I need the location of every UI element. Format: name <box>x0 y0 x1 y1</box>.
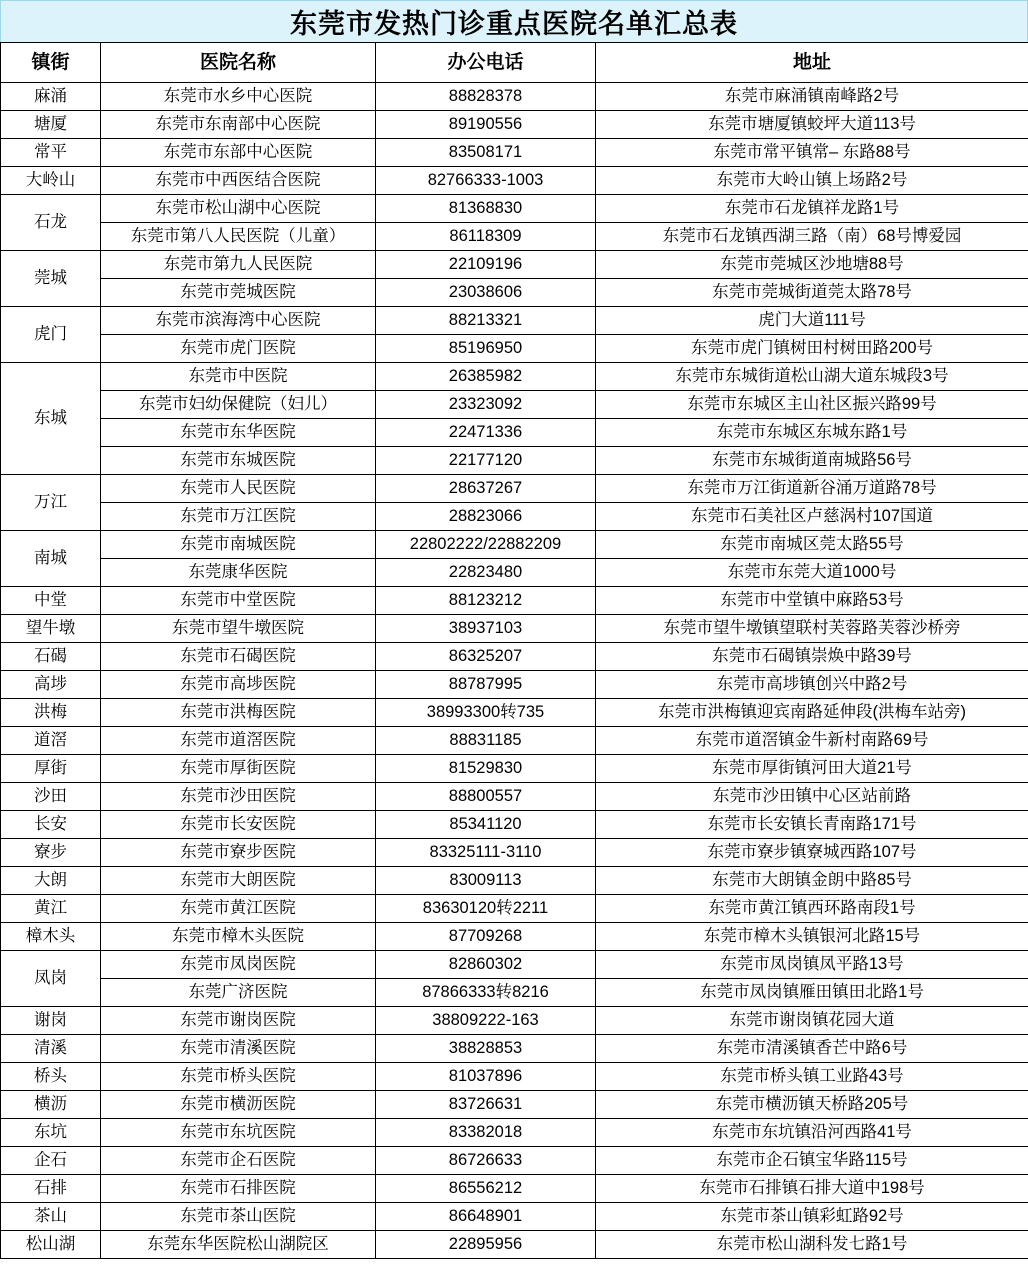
cell-town: 凤岗 <box>1 951 101 1007</box>
cell-address: 东莞市莞城街道莞太路78号 <box>596 279 1028 307</box>
column-header-town: 镇街 <box>1 43 101 83</box>
table-row <box>1 1203 1028 1231</box>
table-row <box>1 503 1028 531</box>
cell-hospital-name: 东莞市东城医院 <box>101 447 376 475</box>
table-row <box>1 111 1028 139</box>
cell-hospital-name: 东莞市万江医院 <box>101 503 376 531</box>
cell-phone: 88787995 <box>376 671 596 699</box>
cell-phone: 23323092 <box>376 391 596 419</box>
cell-town: 寮步 <box>1 839 101 867</box>
table-row <box>1 475 1028 503</box>
cell-phone: 22109196 <box>376 251 596 279</box>
cell-address: 东莞市东莞大道1000号 <box>596 559 1028 587</box>
cell-address: 东莞市企石镇宝华路115号 <box>596 1147 1028 1175</box>
table-row <box>1 335 1028 363</box>
cell-hospital-name: 东莞市长安医院 <box>101 811 376 839</box>
cell-hospital-name: 东莞市东华医院 <box>101 419 376 447</box>
cell-phone: 83508171 <box>376 139 596 167</box>
table-row <box>1 951 1028 979</box>
cell-town: 沙田 <box>1 783 101 811</box>
cell-hospital-name: 东莞市樟木头医院 <box>101 923 376 951</box>
cell-address: 东莞市长安镇长青南路171号 <box>596 811 1028 839</box>
table-row <box>1 587 1028 615</box>
table-row <box>1 83 1028 111</box>
cell-town: 洪梅 <box>1 699 101 727</box>
table-row <box>1 167 1028 195</box>
cell-hospital-name: 东莞市黄江医院 <box>101 895 376 923</box>
table-row <box>1 755 1028 783</box>
cell-town: 东城 <box>1 363 101 475</box>
cell-address: 东莞市东城区东城东路1号 <box>596 419 1028 447</box>
table-row <box>1 839 1028 867</box>
table-row <box>1 419 1028 447</box>
cell-town: 大岭山 <box>1 167 101 195</box>
table-row <box>1 1035 1028 1063</box>
cell-phone: 28823066 <box>376 503 596 531</box>
table-row <box>1 923 1028 951</box>
cell-address: 东莞市高埗镇创兴中路2号 <box>596 671 1028 699</box>
cell-town: 东坑 <box>1 1119 101 1147</box>
cell-town: 樟木头 <box>1 923 101 951</box>
cell-address: 东莞市谢岗镇花园大道 <box>596 1007 1028 1035</box>
cell-address: 东莞市洪梅镇迎宾南路延伸段(洪梅车站旁) <box>596 699 1028 727</box>
cell-town: 桥头 <box>1 1063 101 1091</box>
cell-address: 东莞市松山湖科发七路1号 <box>596 1231 1028 1259</box>
cell-town: 长安 <box>1 811 101 839</box>
cell-address: 东莞市东城街道南城路56号 <box>596 447 1028 475</box>
cell-town: 厚街 <box>1 755 101 783</box>
table-row <box>1 1147 1028 1175</box>
cell-address: 东莞市常平镇常– 东路88号 <box>596 139 1028 167</box>
cell-hospital-name: 东莞市桥头医院 <box>101 1063 376 1091</box>
cell-phone: 86726633 <box>376 1147 596 1175</box>
cell-hospital-name: 东莞市大朗医院 <box>101 867 376 895</box>
cell-hospital-name: 东莞市石排医院 <box>101 1175 376 1203</box>
table-row <box>1 223 1028 251</box>
cell-phone: 22802222/22882209 <box>376 531 596 559</box>
cell-phone: 38937103 <box>376 615 596 643</box>
cell-town: 石龙 <box>1 195 101 251</box>
cell-phone: 26385982 <box>376 363 596 391</box>
table-header-row <box>1 43 1028 83</box>
table-row <box>1 1119 1028 1147</box>
cell-hospital-name: 东莞市妇幼保健院（妇儿） <box>101 391 376 419</box>
cell-hospital-name: 东莞市沙田医院 <box>101 783 376 811</box>
column-header-phone: 办公电话 <box>376 43 596 83</box>
cell-phone: 82860302 <box>376 951 596 979</box>
cell-phone: 28637267 <box>376 475 596 503</box>
cell-phone: 81368830 <box>376 195 596 223</box>
cell-phone: 88123212 <box>376 587 596 615</box>
cell-phone: 22823480 <box>376 559 596 587</box>
table-row <box>1 979 1028 1007</box>
cell-address: 东莞市塘厦镇蛟坪大道113号 <box>596 111 1028 139</box>
cell-address: 东莞市万江街道新谷涌万道路78号 <box>596 475 1028 503</box>
cell-address: 东莞市清溪镇香芒中路6号 <box>596 1035 1028 1063</box>
table-row <box>1 671 1028 699</box>
cell-address: 东莞市厚街镇河田大道21号 <box>596 755 1028 783</box>
cell-hospital-name: 东莞市厚街医院 <box>101 755 376 783</box>
cell-hospital-name: 东莞市东坑医院 <box>101 1119 376 1147</box>
cell-hospital-name: 东莞市横沥医院 <box>101 1091 376 1119</box>
cell-town: 企石 <box>1 1147 101 1175</box>
table-row <box>1 867 1028 895</box>
cell-hospital-name: 东莞市高埗医院 <box>101 671 376 699</box>
cell-town: 横沥 <box>1 1091 101 1119</box>
cell-address: 东莞市石碣镇崇焕中路39号 <box>596 643 1028 671</box>
table-row <box>1 363 1028 391</box>
cell-address: 东莞市凤岗镇雁田镇田北路1号 <box>596 979 1028 1007</box>
table-row <box>1 783 1028 811</box>
cell-phone: 22177120 <box>376 447 596 475</box>
cell-address: 东莞市大岭山镇上场路2号 <box>596 167 1028 195</box>
table-row <box>1 307 1028 335</box>
cell-phone: 83009113 <box>376 867 596 895</box>
cell-address: 东莞市凤岗镇凤平路13号 <box>596 951 1028 979</box>
cell-phone: 89190556 <box>376 111 596 139</box>
cell-phone: 85196950 <box>376 335 596 363</box>
cell-town: 谢岗 <box>1 1007 101 1035</box>
cell-town: 清溪 <box>1 1035 101 1063</box>
cell-address: 东莞市桥头镇工业路43号 <box>596 1063 1028 1091</box>
cell-phone: 38828853 <box>376 1035 596 1063</box>
table-row <box>1 531 1028 559</box>
cell-hospital-name: 东莞市南城医院 <box>101 531 376 559</box>
cell-hospital-name: 东莞市滨海湾中心医院 <box>101 307 376 335</box>
cell-address: 东莞市东坑镇沿河西路41号 <box>596 1119 1028 1147</box>
table-row <box>1 895 1028 923</box>
cell-phone: 81529830 <box>376 755 596 783</box>
cell-address: 东莞市石排镇石排大道中198号 <box>596 1175 1028 1203</box>
table-row <box>1 139 1028 167</box>
cell-town: 麻涌 <box>1 83 101 111</box>
cell-hospital-name: 东莞市东部中心医院 <box>101 139 376 167</box>
cell-hospital-name: 东莞市莞城医院 <box>101 279 376 307</box>
cell-phone: 82766333-1003 <box>376 167 596 195</box>
cell-hospital-name: 东莞市虎门医院 <box>101 335 376 363</box>
cell-phone: 87866333转8216 <box>376 979 596 1007</box>
cell-phone: 88213321 <box>376 307 596 335</box>
cell-address: 东莞市石美社区卢慈涡村107国道 <box>596 503 1028 531</box>
cell-hospital-name: 东莞市洪梅医院 <box>101 699 376 727</box>
cell-town: 松山湖 <box>1 1231 101 1259</box>
cell-hospital-name: 东莞市望牛墩医院 <box>101 615 376 643</box>
cell-address: 东莞市茶山镇彩虹路92号 <box>596 1203 1028 1231</box>
cell-town: 黄江 <box>1 895 101 923</box>
cell-hospital-name: 东莞市寮步医院 <box>101 839 376 867</box>
cell-hospital-name: 东莞市松山湖中心医院 <box>101 195 376 223</box>
cell-hospital-name: 东莞市中堂医院 <box>101 587 376 615</box>
cell-address: 东莞市望牛墩镇望联村芙蓉路芙蓉沙桥旁 <box>596 615 1028 643</box>
cell-town: 道滘 <box>1 727 101 755</box>
table-row <box>1 195 1028 223</box>
cell-phone: 86648901 <box>376 1203 596 1231</box>
cell-phone: 38809222-163 <box>376 1007 596 1035</box>
cell-phone: 88831185 <box>376 727 596 755</box>
cell-hospital-name: 东莞市凤岗医院 <box>101 951 376 979</box>
cell-phone: 86556212 <box>376 1175 596 1203</box>
cell-town: 中堂 <box>1 587 101 615</box>
cell-address: 东莞市东城区主山社区振兴路99号 <box>596 391 1028 419</box>
cell-phone: 83382018 <box>376 1119 596 1147</box>
cell-phone: 83726631 <box>376 1091 596 1119</box>
table-row <box>1 811 1028 839</box>
cell-phone: 86325207 <box>376 643 596 671</box>
table-row <box>1 615 1028 643</box>
cell-address: 东莞市黄江镇西环路南段1号 <box>596 895 1028 923</box>
cell-town: 大朗 <box>1 867 101 895</box>
table-row <box>1 1063 1028 1091</box>
cell-address: 东莞市中堂镇中麻路53号 <box>596 587 1028 615</box>
cell-phone: 86118309 <box>376 223 596 251</box>
cell-address: 东莞市石龙镇祥龙路1号 <box>596 195 1028 223</box>
cell-address: 东莞市樟木头镇银河北路15号 <box>596 923 1028 951</box>
table-row <box>1 1231 1028 1259</box>
cell-address: 东莞市横沥镇天桥路205号 <box>596 1091 1028 1119</box>
cell-town: 高埗 <box>1 671 101 699</box>
table-row <box>1 1007 1028 1035</box>
cell-hospital-name: 东莞市水乡中心医院 <box>101 83 376 111</box>
cell-hospital-name: 东莞市人民医院 <box>101 475 376 503</box>
cell-hospital-name: 东莞市茶山医院 <box>101 1203 376 1231</box>
column-header-name: 医院名称 <box>101 43 376 83</box>
cell-town: 虎门 <box>1 307 101 363</box>
cell-town: 塘厦 <box>1 111 101 139</box>
cell-phone: 85341120 <box>376 811 596 839</box>
table-row <box>1 727 1028 755</box>
cell-town: 莞城 <box>1 251 101 307</box>
table-row <box>1 251 1028 279</box>
cell-address: 东莞市大朗镇金朗中路85号 <box>596 867 1028 895</box>
cell-town: 石碣 <box>1 643 101 671</box>
cell-town: 望牛墩 <box>1 615 101 643</box>
hospital-table <box>0 42 1028 1259</box>
table-row <box>1 391 1028 419</box>
cell-phone: 23038606 <box>376 279 596 307</box>
cell-address: 东莞市麻涌镇南峰路2号 <box>596 83 1028 111</box>
cell-hospital-name: 东莞市石碣医院 <box>101 643 376 671</box>
cell-phone: 22471336 <box>376 419 596 447</box>
table-row <box>1 1091 1028 1119</box>
cell-address: 东莞市沙田镇中心区站前路 <box>596 783 1028 811</box>
cell-hospital-name: 东莞市第八人民医院（儿童） <box>101 223 376 251</box>
cell-hospital-name: 东莞东华医院松山湖院区 <box>101 1231 376 1259</box>
cell-phone: 87709268 <box>376 923 596 951</box>
cell-hospital-name: 东莞市中医院 <box>101 363 376 391</box>
table-row <box>1 447 1028 475</box>
cell-town: 石排 <box>1 1175 101 1203</box>
cell-phone: 83630120转2211 <box>376 895 596 923</box>
cell-hospital-name: 东莞市第九人民医院 <box>101 251 376 279</box>
table-row <box>1 643 1028 671</box>
cell-phone: 38993300转735 <box>376 699 596 727</box>
table-header <box>1 43 1028 83</box>
cell-phone: 22895956 <box>376 1231 596 1259</box>
cell-hospital-name: 东莞市中西医结合医院 <box>101 167 376 195</box>
table-row <box>1 699 1028 727</box>
cell-address: 东莞市寮步镇寮城西路107号 <box>596 839 1028 867</box>
cell-phone: 88828378 <box>376 83 596 111</box>
cell-hospital-name: 东莞市清溪医院 <box>101 1035 376 1063</box>
cell-address: 东莞市东城街道松山湖大道东城段3号 <box>596 363 1028 391</box>
cell-town: 南城 <box>1 531 101 587</box>
cell-phone: 88800557 <box>376 783 596 811</box>
page-title: 东莞市发热门诊重点医院名单汇总表 <box>290 9 738 39</box>
cell-address: 东莞市南城区莞太路55号 <box>596 531 1028 559</box>
table-body <box>1 83 1028 1259</box>
cell-town: 茶山 <box>1 1203 101 1231</box>
cell-phone: 81037896 <box>376 1063 596 1091</box>
cell-address: 东莞市道滘镇金牛新村南路69号 <box>596 727 1028 755</box>
table-row <box>1 559 1028 587</box>
cell-hospital-name: 东莞市谢岗医院 <box>101 1007 376 1035</box>
table-row <box>1 279 1028 307</box>
table-row <box>1 1175 1028 1203</box>
cell-hospital-name: 东莞市道滘医院 <box>101 727 376 755</box>
column-header-address: 地址 <box>596 43 1028 83</box>
document-title-bar <box>0 0 1028 42</box>
cell-address: 虎门大道111号 <box>596 307 1028 335</box>
cell-hospital-name: 东莞市企石医院 <box>101 1147 376 1175</box>
cell-hospital-name: 东莞广济医院 <box>101 979 376 1007</box>
cell-hospital-name: 东莞康华医院 <box>101 559 376 587</box>
cell-hospital-name: 东莞市东南部中心医院 <box>101 111 376 139</box>
cell-town: 万江 <box>1 475 101 531</box>
cell-town: 常平 <box>1 139 101 167</box>
cell-address: 东莞市石龙镇西湖三路（南）68号博爱园 <box>596 223 1028 251</box>
cell-address: 东莞市莞城区沙地塘88号 <box>596 251 1028 279</box>
cell-address: 东莞市虎门镇树田村树田路200号 <box>596 335 1028 363</box>
cell-phone: 83325111-3110 <box>376 839 596 867</box>
